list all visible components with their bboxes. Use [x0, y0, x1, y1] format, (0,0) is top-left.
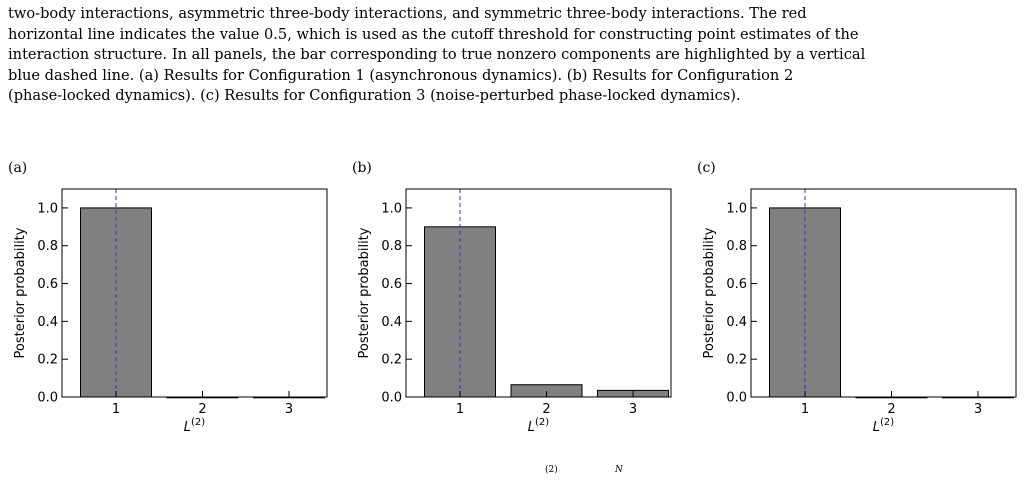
- y-tick-label: 0.6: [37, 277, 58, 293]
- y-axis-label: Posterior probability: [357, 227, 372, 359]
- panel-b: [352, 160, 692, 450]
- y-tick-label: 1.0: [37, 201, 58, 217]
- panel-a: [8, 160, 348, 450]
- svg-text:N: N: [615, 465, 623, 475]
- svg-text:(2): (2): [545, 465, 558, 475]
- y-tick-label: 0.2: [37, 352, 58, 368]
- caption-line: (phase-locked dynamics). (c) Results for Configuration 3 (noise-perturbed phase-locked dynamics).: [8, 87, 741, 104]
- x-tick-label: 2: [887, 402, 896, 417]
- y-tick-label: 0.8: [726, 239, 747, 255]
- chart-a: [8, 160, 348, 450]
- caption-line: horizontal line indicates the value 0.5, which is used as the cutoff threshold for constructing point estimates of the: [8, 25, 859, 43]
- x-tick-label: 3: [628, 402, 638, 417]
- y-tick-label: 0.8: [37, 239, 58, 255]
- y-tick-label: 0.4: [381, 314, 402, 330]
- x-tick-label: 1: [800, 402, 810, 417]
- equation-fragment: [0, 460, 1024, 488]
- x-tick-label: 1: [455, 402, 465, 417]
- y-tick-label: 0.0: [726, 390, 747, 406]
- panel-label: (b): [352, 160, 372, 176]
- y-tick-label: 0.2: [381, 352, 402, 368]
- x-tick-label: 3: [973, 402, 983, 417]
- y-tick-label: 0.4: [726, 314, 747, 330]
- x-axis-label: $L^{(2)}$: [183, 417, 206, 435]
- y-axis-label: Posterior probability: [13, 227, 28, 359]
- panel-c: [697, 160, 1024, 450]
- figure-caption: [8, 4, 1018, 107]
- x-tick-label: 1: [111, 402, 121, 417]
- caption-line: two-body interactions, asymmetric three-body interactions, and symmetric three-body interactions. The red: [8, 5, 807, 22]
- y-tick-label: 1.0: [381, 201, 402, 217]
- x-axis-label: $L^{(2)}$: [527, 417, 550, 435]
- y-axis-label: Posterior probability: [702, 227, 717, 359]
- y-tick-label: 0.2: [726, 352, 747, 368]
- panel-label: (a): [8, 160, 28, 176]
- y-tick-label: 0.6: [381, 277, 402, 293]
- x-axis-label: $L^{(2)}$: [872, 417, 895, 435]
- y-tick-label: 0.4: [37, 314, 58, 330]
- chart-b: [352, 160, 692, 450]
- x-tick-label: 3: [284, 402, 294, 417]
- panel-label: (c): [697, 160, 716, 176]
- caption-line: interaction structure. In all panels, the bar corresponding to true nonzero components are highlighted by a vertical: [8, 46, 866, 63]
- y-tick-label: 0.0: [37, 390, 58, 406]
- x-tick-label: 2: [542, 402, 551, 417]
- y-tick-label: 0.8: [381, 239, 402, 255]
- chart-c: [697, 160, 1024, 450]
- y-tick-label: 0.6: [726, 277, 747, 293]
- y-tick-label: 1.0: [726, 201, 747, 217]
- y-tick-label: 0.0: [381, 390, 402, 406]
- next-caption-fragment: [0, 460, 1024, 488]
- x-tick-label: 2: [198, 402, 207, 417]
- caption-line: blue dashed line. (a) Results for Configuration 1 (asynchronous dynamics). (b) Results for Configuration 2: [8, 66, 794, 84]
